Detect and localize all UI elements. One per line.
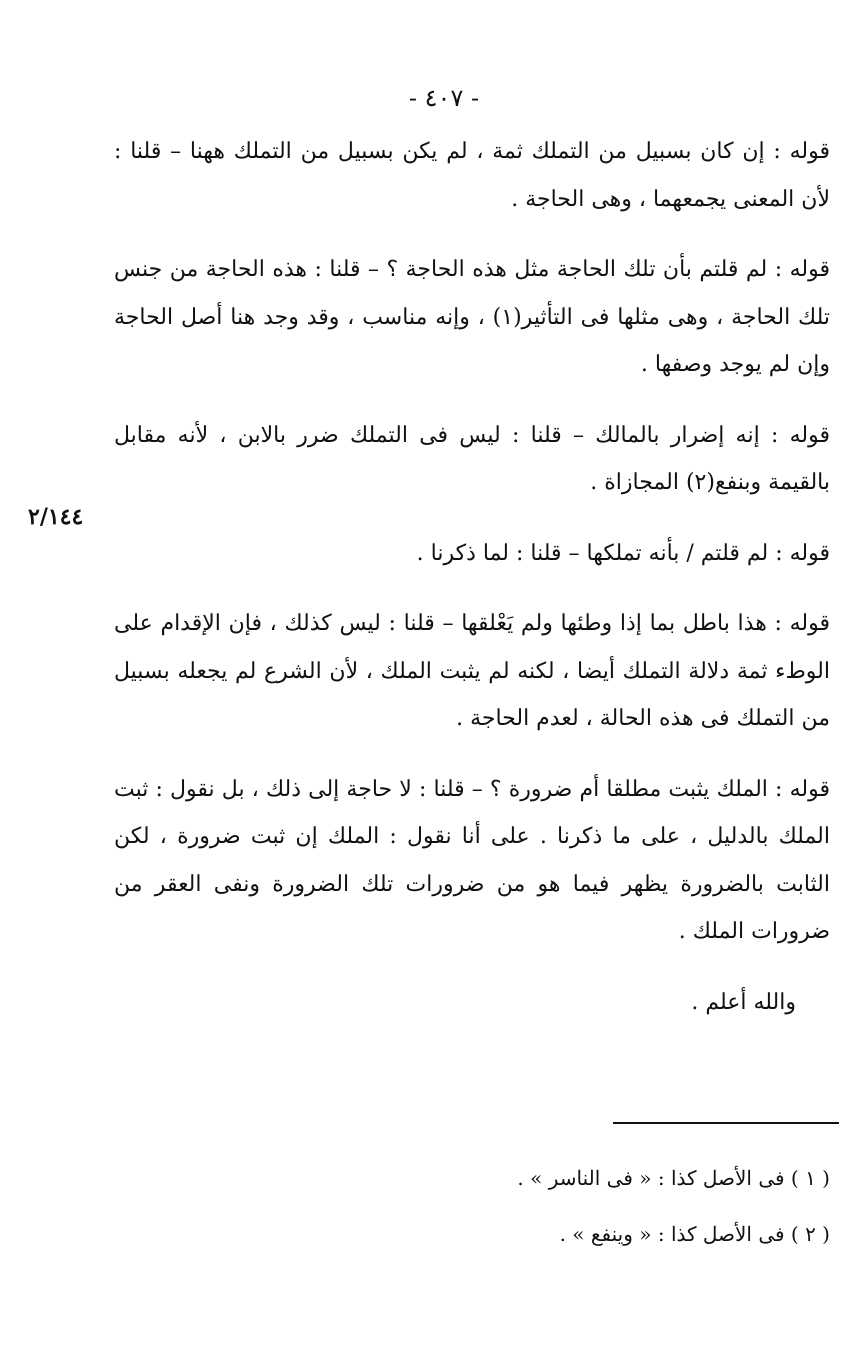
footnote-2: ( ٢ ) فى الأصل كذا : « وينفع » . [559,1222,830,1246]
footnotes [114,1150,830,1262]
footnote-1: ( ١ ) فى الأصل كذا : « فى الناسر » . [517,1166,830,1190]
paragraph-5: قوله : هذا باطل بما إذا وطئها ولم يَعْلقها – قلنا : ليس كذلك ، فإن الإقدام على الوطء ثمة دلالة التملك أيضا ، لكنه لم يثبت الملك ، لأن الشرع لم يجعله بسبيل من التملك فى هذه الحالة ، لعدم الحاجة . [114,611,830,731]
paragraph-6: قوله : الملك يثبت مطلقا أم ضرورة ؟ – قلنا : لا حاجة إلى ذلك ، بل نقول : ثبت الملك بالدليل ، على ما ذكرنا . على أنا نقول : الملك إن ثبت ضرورة ، لكن الثابت بالضرورة يظهر فيما هو من ضرورات تلك الضرورة ونفى العقر من ضرورات الملك . [114,776,830,944]
page-number: - ٤٠٧ - [408,84,480,112]
footnote-divider [613,1122,839,1124]
paragraph-3: قوله : إنه إضرار بالمالك – قلنا : ليس فى التملك ضرر بالابن ، لأنه مقابل بالقيمة وبنفع(٢) المجازاة . [114,422,830,495]
paragraph-1: قوله : إن كان بسبيل من التملك ثمة ، لم يكن بسبيل من التملك ههنا – قلنا : لأن المعنى يجمعهما ، وهى الحاجة . [114,139,830,212]
closing-line: والله أعلم . [691,989,796,1015]
main-text [114,128,830,1049]
paragraph-2: قوله : لم قلتم بأن تلك الحاجة مثل هذه الحاجة ؟ – قلنا : هذه الحاجة من جنس تلك الحاجة ، وهى مثلها فى التأثير(١) ، وإنه مناسب ، وقد وجد هنا أصل الحاجة وإن لم يوجد وصفها . [114,257,830,377]
paragraph-4: قوله : لم قلتم / بأنه تملكها – قلنا : لما ذكرنا . [416,540,830,566]
margin-reference: ٢/١٤٤ [28,504,84,530]
